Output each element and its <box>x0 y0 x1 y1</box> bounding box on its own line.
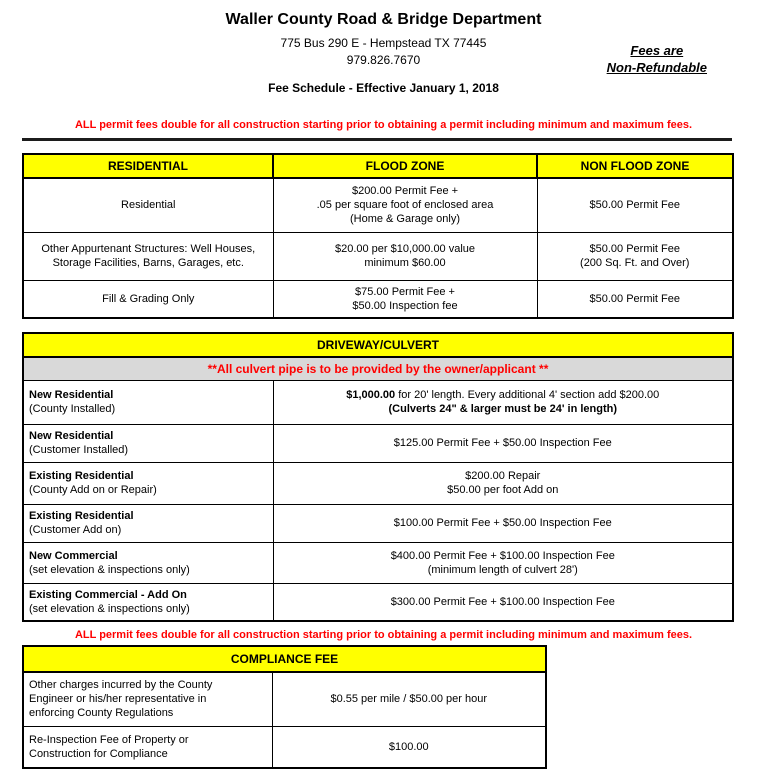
fee-cell <box>272 726 546 768</box>
item-detail: (set elevation & inspections only) <box>29 563 190 576</box>
item-detail: (County Installed) <box>29 403 116 415</box>
fee-line: $400.00 Permit Fee + $100.00 Inspection Fee <box>390 549 615 562</box>
item-cell <box>23 672 272 726</box>
divider-rule <box>22 138 732 141</box>
item-cell <box>23 380 273 424</box>
fee-line: $50.00 Permit Fee <box>589 199 680 212</box>
compliance-fee-table <box>22 645 547 769</box>
item-cell <box>23 232 273 280</box>
fee-line: (Home & Garage only) <box>349 213 461 226</box>
item-text: Residential <box>121 199 176 212</box>
table-row <box>23 504 733 542</box>
fee-line: (minimum length of culvert 28') <box>427 563 578 576</box>
table-row <box>23 672 546 726</box>
fee-line: $200.00 Permit Fee + <box>351 185 459 198</box>
fee-cell <box>273 380 733 424</box>
fee-line: .05 per square foot of enclosed area <box>316 199 494 212</box>
fee-line: $200.00 Repair <box>465 470 541 482</box>
fee-line: $50.00 Permit Fee <box>589 292 680 305</box>
culvert-pipe-notice: **All culvert pipe is to be provided by the owner/applicant ** <box>23 357 733 380</box>
fee-line: $100.00 <box>388 740 429 753</box>
item-text: Re-Inspection Fee of Property or <box>29 733 189 746</box>
fee-text: for 20' length. Every additional 4' section add $200.00 <box>395 389 660 401</box>
fee-line: $75.00 Permit Fee + <box>355 285 455 298</box>
item-name: New Residential <box>29 389 114 401</box>
item-name: Existing Commercial - Add On <box>29 588 187 601</box>
permit-warning-top: ALL permit fees double for all construction starting prior to obtaining a permit including minimum and maximum fees. <box>74 119 693 131</box>
compliance-fee-title: COMPLIANCE FEE <box>23 646 546 672</box>
address-line: 775 Bus 290 E - Hempstead TX 77445 <box>280 36 487 50</box>
fee-schedule-subtitle: Fee Schedule - Effective January 1, 2018 <box>268 81 499 95</box>
item-text: Storage Facilities, Barns, Garages, etc. <box>52 257 244 269</box>
residential-header-row <box>23 154 733 178</box>
item-cell <box>23 504 273 542</box>
table-row <box>23 280 733 318</box>
note-line-2: Non-Refundable <box>606 60 707 75</box>
non-flood-zone-fee-cell <box>537 178 733 232</box>
page-title: Waller County Road & Bridge Department <box>225 11 542 28</box>
non-flood-zone-fee-cell <box>537 232 733 280</box>
item-name: Existing Residential <box>29 470 134 482</box>
flood-zone-fee-cell <box>273 280 537 318</box>
col-header-flood-zone: FLOOD ZONE <box>273 154 537 178</box>
col-header-non-flood-zone: NON FLOOD ZONE <box>537 154 733 178</box>
item-cell <box>23 178 273 232</box>
item-detail: (set elevation & inspections only) <box>29 602 190 615</box>
item-cell <box>23 424 273 462</box>
item-cell <box>23 280 273 318</box>
fee-cell <box>272 672 546 726</box>
residential-table <box>22 153 734 319</box>
fee-line <box>282 388 725 402</box>
item-text: Engineer or his/her representative in <box>29 693 207 706</box>
item-text: Other Appurtenant Structures: Well Houses, <box>41 243 256 255</box>
fee-line: $50.00 Permit Fee <box>589 243 680 255</box>
item-detail: (County Add on or Repair) <box>29 484 157 496</box>
item-name: New Residential <box>29 430 114 442</box>
fee-cell <box>273 462 733 504</box>
fee-amount: $1,000.00 <box>346 389 396 401</box>
table-row <box>23 542 733 583</box>
table-row <box>23 380 733 424</box>
item-cell <box>23 583 273 621</box>
item-name: Existing Residential <box>29 510 134 522</box>
flood-zone-fee-cell <box>273 232 537 280</box>
permit-warning-bottom: ALL permit fees double for all construction starting prior to obtaining a permit including minimum and maximum fees. <box>74 629 693 641</box>
fee-line: $125.00 Permit Fee + $50.00 Inspection Fee <box>393 437 612 449</box>
fee-line: $0.55 per mile / $50.00 per hour <box>330 693 488 706</box>
flood-zone-fee-cell <box>273 178 537 232</box>
fee-cell <box>273 424 733 462</box>
fee-line: $100.00 Permit Fee + $50.00 Inspection Fee <box>393 517 612 529</box>
item-detail: (Customer Add on) <box>29 524 122 536</box>
fee-line: $50.00 per foot Add on <box>447 484 559 496</box>
compliance-header-row <box>23 646 546 672</box>
table-row <box>23 462 733 504</box>
note-line-1: Fees are <box>630 43 684 58</box>
table-row <box>23 583 733 621</box>
item-text: Other charges incurred by the County <box>29 679 213 692</box>
fee-line: $20.00 per $10,000.00 value <box>334 243 476 255</box>
fee-line: $50.00 Inspection fee <box>352 299 458 312</box>
table-row <box>23 178 733 232</box>
item-text: Fill & Grading Only <box>102 292 195 305</box>
item-detail: (Customer Installed) <box>29 444 129 456</box>
driveway-culvert-title: DRIVEWAY/CULVERT <box>23 333 733 357</box>
item-cell <box>23 726 272 768</box>
fee-line: (200 Sq. Ft. and Over) <box>580 257 690 269</box>
item-cell <box>23 542 273 583</box>
fee-line: $300.00 Permit Fee + $100.00 Inspection Fee <box>390 595 615 608</box>
item-name: New Commercial <box>29 549 118 562</box>
fee-cell <box>273 583 733 621</box>
fees-non-refundable-note <box>607 42 707 76</box>
table-row <box>23 232 733 280</box>
driveway-header-row <box>23 333 733 357</box>
culvert-pipe-notice-row <box>23 357 733 380</box>
non-flood-zone-fee-cell <box>537 280 733 318</box>
table-row <box>23 726 546 768</box>
fee-cell <box>273 504 733 542</box>
item-text: Construction for Compliance <box>29 747 168 760</box>
fee-line: (Culverts 24" & larger must be 24' in length) <box>388 403 617 415</box>
fee-line: minimum $60.00 <box>364 257 446 269</box>
table-row <box>23 424 733 462</box>
item-cell <box>23 462 273 504</box>
driveway-culvert-table <box>22 332 734 622</box>
fee-cell <box>273 542 733 583</box>
item-text: enforcing County Regulations <box>29 707 174 720</box>
col-header-residential: RESIDENTIAL <box>23 154 273 178</box>
phone-number: 979.826.7670 <box>346 53 421 67</box>
